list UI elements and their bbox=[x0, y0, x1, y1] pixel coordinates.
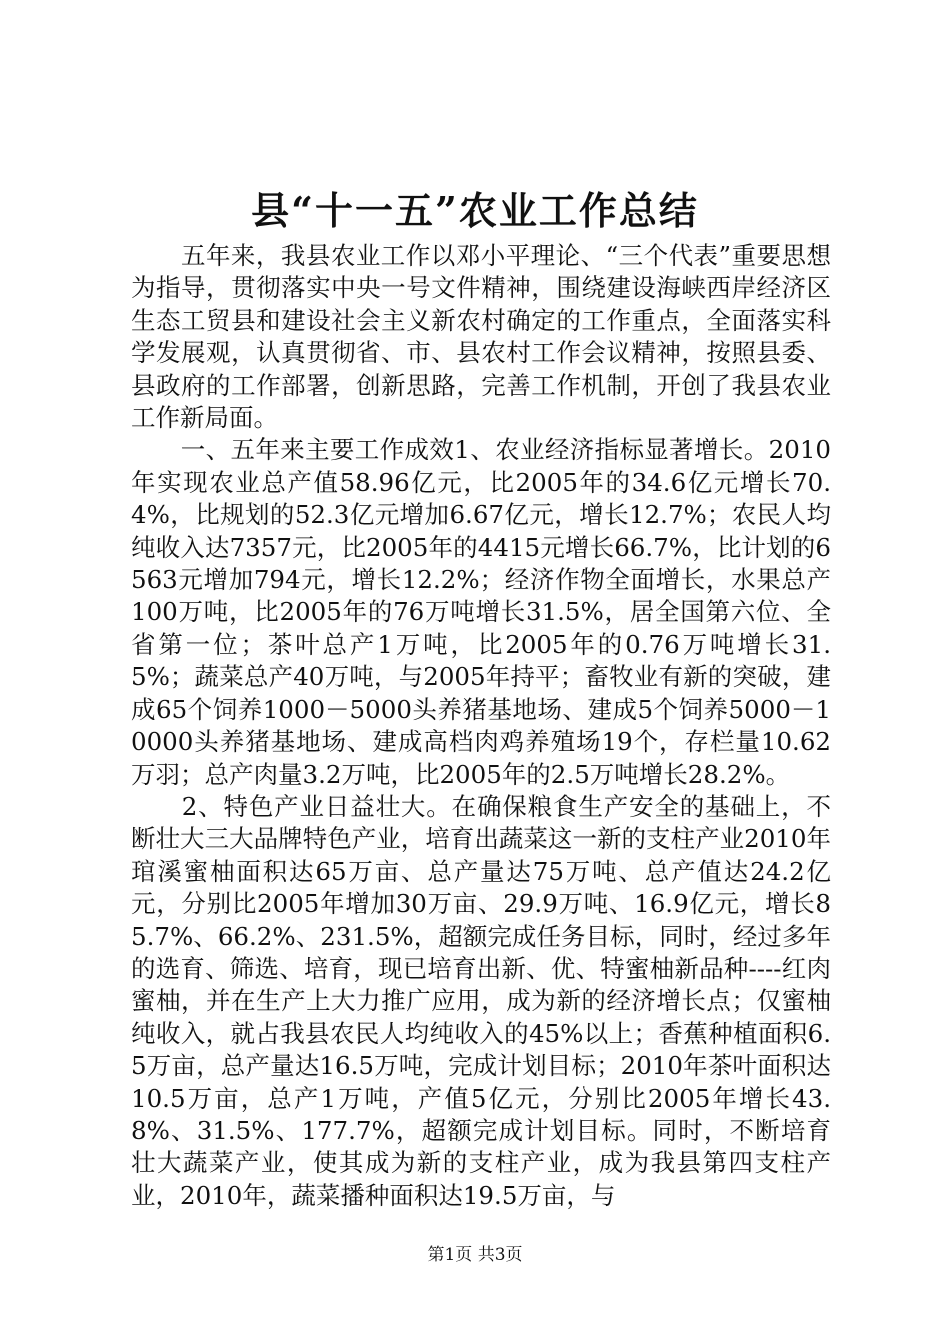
paragraph-achievements: 一、五年来主要工作成效1、农业经济指标显著增长。2010年实现农业总产值58.96亿元，比2005年的34.6亿元增长70.4%，比规划的52.3亿元增加6.67亿元，增长12.7%；农民人均纯收入达7357元，比2005年的4415元增长66.7%，比计划的6563元增加794元，增长12.2%；经济作物全面增长，水果总产100万吨，比2005年的76万吨增长31.5%，居全国第六位、全省第一位；茶叶总产1万吨，比2005年的0.76万吨增长31.5%；蔬菜总产40万吨，与2005年持平；畜牧业有新的突破，建成65个饲养1000－5000头养猪基地场、建成5个饲养5000－10000头养猪基地场、建成高档肉鸡养殖场19个，存栏量10.62万羽；总产肉量3.2万吨，比2005年的2.5万吨增长28.2%。 bbox=[131, 435, 831, 789]
document-title: 县“十一五”农业工作总结 bbox=[251, 188, 699, 233]
page-number-footer: 第1页 共3页 bbox=[427, 1245, 523, 1265]
paragraph-intro: 五年来，我县农业工作以邓小平理论、“三个代表”重要思想为指导，贯彻落实中央一号文件精神，围绕建设海峡西岸经济区生态工贸县和建设社会主义新农村确定的工作重点，全面落实科学发展观，认真贯彻省、市、县农村工作会议精神，按照县委、县政府的工作部署，创新思路，完善工作机制，开创了我县农业工作新局面。 bbox=[131, 241, 831, 433]
paragraph-specialty-industries: 2、特色产业日益壮大。在确保粮食生产安全的基础上，不断壮大三大品牌特色产业，培育出蔬菜这一新的支柱产业2010年琯溪蜜柚面积达65万亩、总产量达75万吨、总产值达24.2亿元，分别比2005年增加30万亩、29.9万吨、16.9亿元，增长85.7%、66.2%、231.5%，超额完成任务目标，同时，经过多年的选育、筛选、培育，现已培育出新、优、特蜜柚新品种----红肉蜜柚，并在生产上大力推广应用，成为新的经济增长点；仅蜜柚纯收入，就占我县农民人均纯收入的45%以上；香蕉种植面积6.5万亩，总产量达16.5万吨，完成计划目标；2010年茶叶面积达10.5万亩，总产1万吨，产值5亿元，分别比2005年增长43.8%、31.5%、177.7%，超额完成计划目标。同时，不断培育壮大蔬菜产业，使其成为新的支柱产业，成为我县第四支柱产业，2010年，蔬菜播种面积达19.5万亩，与 bbox=[131, 791, 831, 1210]
document-body bbox=[131, 240, 831, 1212]
